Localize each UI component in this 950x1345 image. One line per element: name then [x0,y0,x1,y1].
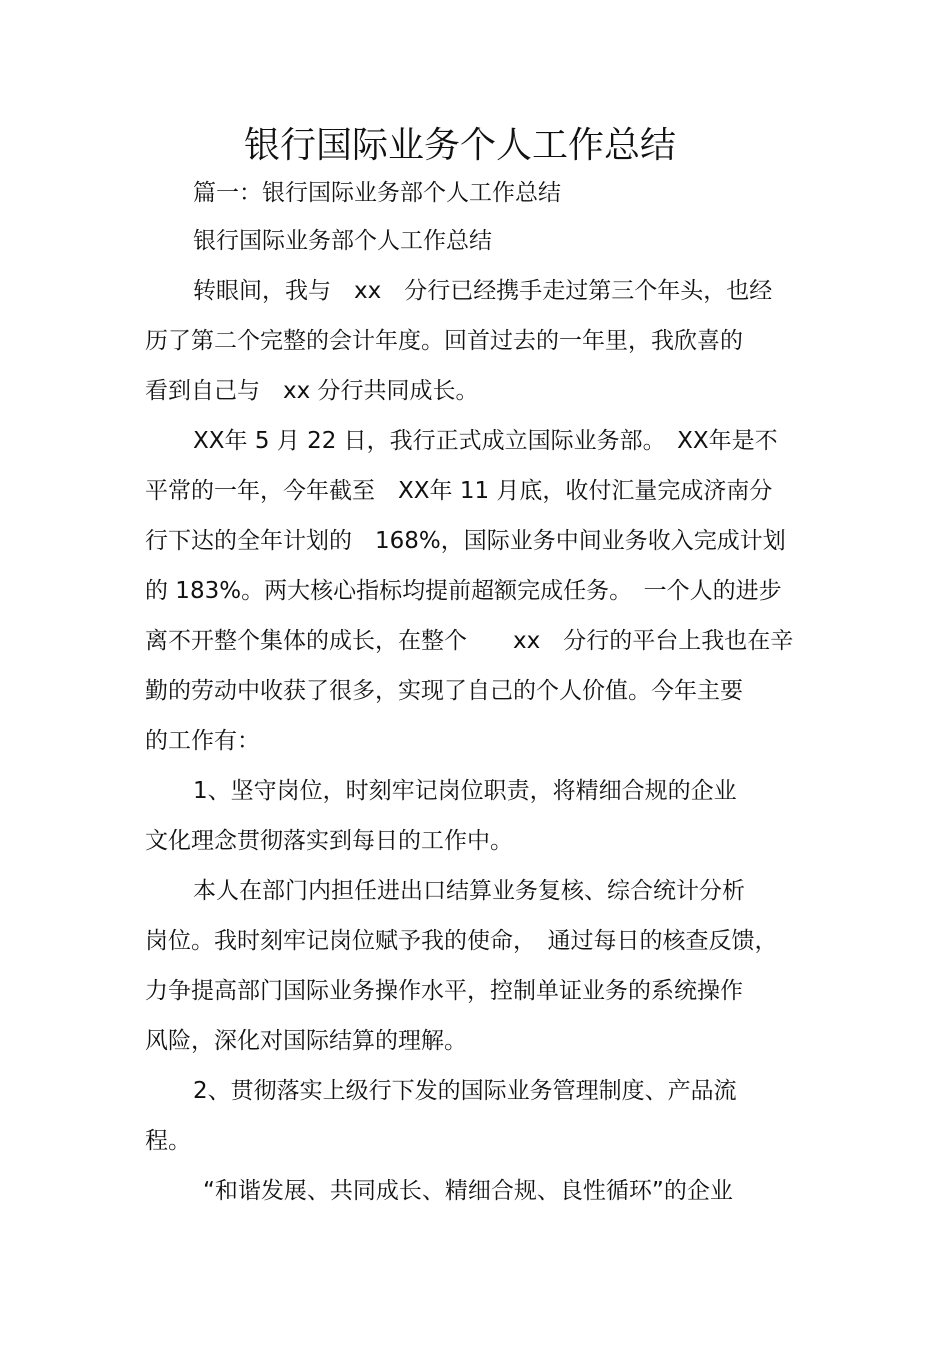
paragraph-line: “和谐发展、共同成长、精细合规、良性循环”的企业 [203,1178,733,1204]
paragraph-line: 看到自己与 xx 分行共同成长。 [145,378,479,404]
paragraph-line: 2、贯彻落实上级行下发的国际业务管理制度、产品流 [193,1078,737,1104]
paragraph-line: 力争提高部门国际业务操作水平，控制单证业务的系统操作 [145,978,743,1004]
paragraph-line: 的工作有： [145,728,260,754]
document-title: 银行国际业务个人工作总结 [243,125,676,166]
paragraph-line: 岗位。我时刻牢记岗位赋予我的使命， 通过每日的核查反馈， [145,928,778,954]
section-heading: 银行国际业务部个人工作总结 [193,228,492,254]
paragraph-line: 平常的一年，今年截至 XX年 11 月底，收付汇量完成济南分 [145,478,773,504]
paragraph-line: 本人在部门内担任进出口结算业务复核、综合统计分析 [193,878,745,904]
paragraph-line: 的 183%。两大核心指标均提前超额完成任务。 一个人的进步 [145,578,782,604]
paragraph-line: 1、坚守岗位，时刻牢记岗位职责，将精细合规的企业 [193,778,737,804]
paragraph-line: 勤的劳动中收获了很多，实现了自己的个人价值。今年主要 [145,678,743,704]
subtitle-line: 篇一：银行国际业务部个人工作总结 [193,180,561,206]
paragraph-line: 历了第二个完整的会计年度。回首过去的一年里，我欣喜的 [145,328,743,354]
paragraph-line: 行下达的全年计划的 168%，国际业务中间业务收入完成计划 [145,528,786,554]
paragraph-line: 风险，深化对国际结算的理解。 [145,1028,467,1054]
paragraph-line: 程。 [145,1128,191,1154]
paragraph-line: XX年 5 月 22 日，我行正式成立国际业务部。 XX年是不 [193,428,778,454]
paragraph-line: 离不开整个集体的成长，在整个 xx 分行的平台上我也在辛 [145,628,794,654]
paragraph-line: 文化理念贯彻落实到每日的工作中。 [145,828,513,854]
paragraph-line: 转眼间，我与 xx 分行已经携手走过第三个年头，也经 [193,278,773,304]
